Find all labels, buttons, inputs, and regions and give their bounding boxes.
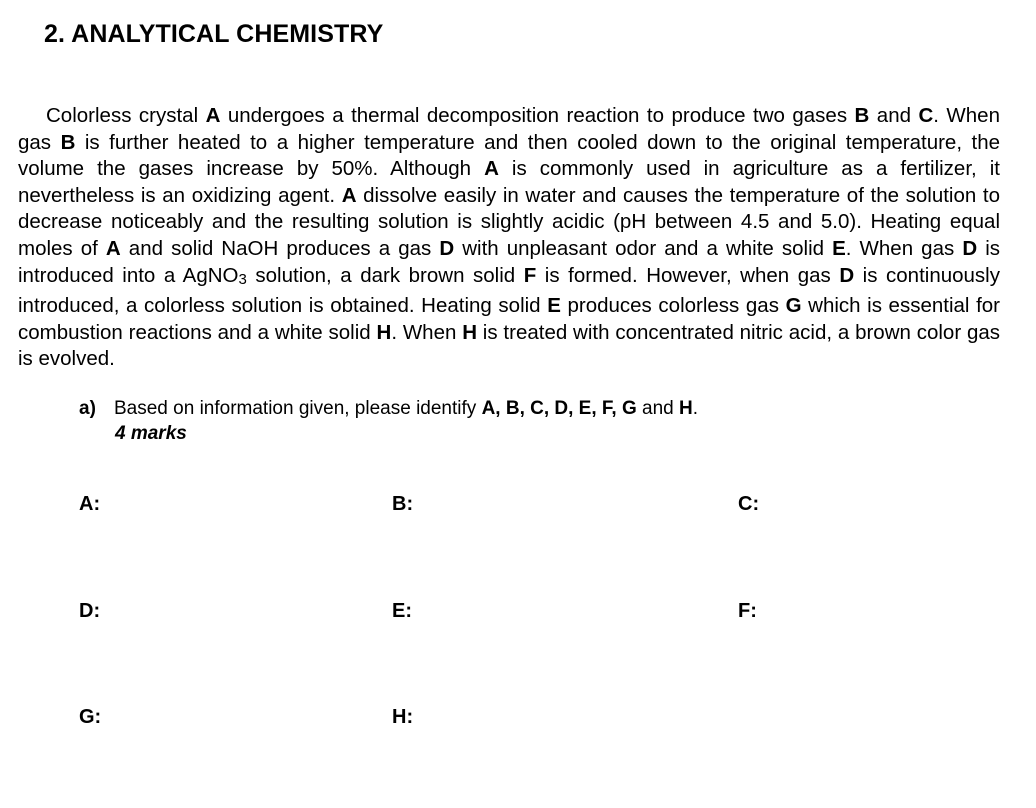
bold-compound-letter: D — [439, 236, 455, 260]
paragraph-text: . When — [391, 320, 463, 344]
question-marks: 4 marks — [115, 423, 187, 444]
answer-label-a: A: — [79, 493, 101, 515]
paragraph-text: solution, a dark brown solid — [246, 263, 524, 287]
answer-label-h: H: — [392, 706, 414, 728]
paragraph-text: is introduced into a AgNO — [18, 236, 1000, 287]
question-last-letter: H — [679, 398, 693, 419]
bold-compound-letter: A — [205, 104, 221, 127]
answer-label-e: E: — [392, 600, 412, 622]
bold-compound-letter: F — [523, 263, 537, 287]
paragraph-text: is treated with concentrated nitric acid, a brown color gas is evolved. — [18, 320, 1001, 371]
answer-label-g: G: — [79, 706, 102, 728]
bold-compound-letter: B — [60, 130, 76, 154]
bold-compound-letter: H — [376, 320, 392, 344]
answer-label-b: B: — [392, 493, 414, 515]
bold-compound-letter: A — [105, 236, 121, 260]
question-label: a) — [79, 398, 96, 419]
bold-compound-letter: C — [918, 104, 934, 127]
answer-label-d: D: — [79, 600, 101, 622]
bold-compound-letter: E — [547, 294, 561, 318]
bold-compound-letter: H — [462, 320, 477, 344]
question-end: . — [692, 398, 699, 419]
question-text: Based on information given, please identify — [114, 398, 482, 419]
paragraph-text: is further heated to a higher temperature and then cooled down to the original temperature, the volume the gases increase by 50%. Although — [18, 130, 1001, 181]
paragraph-text: and — [869, 104, 919, 127]
problem-paragraph — [18, 103, 1000, 373]
paragraph-text: is continuously introduced, a colorless solution is obtained. Heating solid — [18, 263, 1000, 318]
paragraph-text: and solid NaOH produces a gas — [120, 236, 440, 260]
paragraph-text: which is essential for combustion reactions and a white solid — [18, 294, 1000, 344]
paragraph-text: . When gas — [18, 104, 1000, 154]
question-a — [79, 396, 698, 422]
answer-label-f: F: — [738, 600, 757, 622]
subscript: 3 — [238, 270, 247, 288]
section-title: 2. ANALYTICAL CHEMISTRY — [44, 20, 384, 48]
bold-compound-letter: E — [832, 236, 846, 260]
paragraph-text: produces colorless gas — [560, 294, 786, 318]
bold-compound-letter: D — [839, 263, 855, 287]
bold-compound-letter: A — [341, 183, 357, 207]
question-letters: A, B, C, D, E, F, G — [481, 398, 637, 419]
paragraph-text: Colorless crystal — [46, 104, 206, 127]
bold-compound-letter: D — [962, 236, 978, 260]
paragraph-text: is formed. However, when gas — [536, 263, 840, 287]
bold-compound-letter: A — [484, 157, 499, 181]
paragraph-text: . When gas — [845, 236, 963, 260]
answer-label-c: C: — [738, 493, 760, 515]
bold-compound-letter: B — [854, 104, 870, 127]
paragraph-text: undergoes a thermal decomposition reaction to produce two gases — [220, 104, 855, 127]
bold-compound-letter: G — [785, 294, 802, 318]
paragraph-text: dissolve easily in water and causes the temperature of the solution to decrease noticeably and the resulting solution is slightly acidic (pH between 4.5 and 5.0). Heating equal moles of — [18, 183, 1000, 260]
question-and: and — [636, 398, 680, 419]
paragraph-text: is commonly used in agriculture as a fertilizer, it nevertheless is an oxidizing agent. — [18, 157, 1000, 207]
paragraph-text: with unpleasant odor and a white solid — [454, 236, 833, 260]
